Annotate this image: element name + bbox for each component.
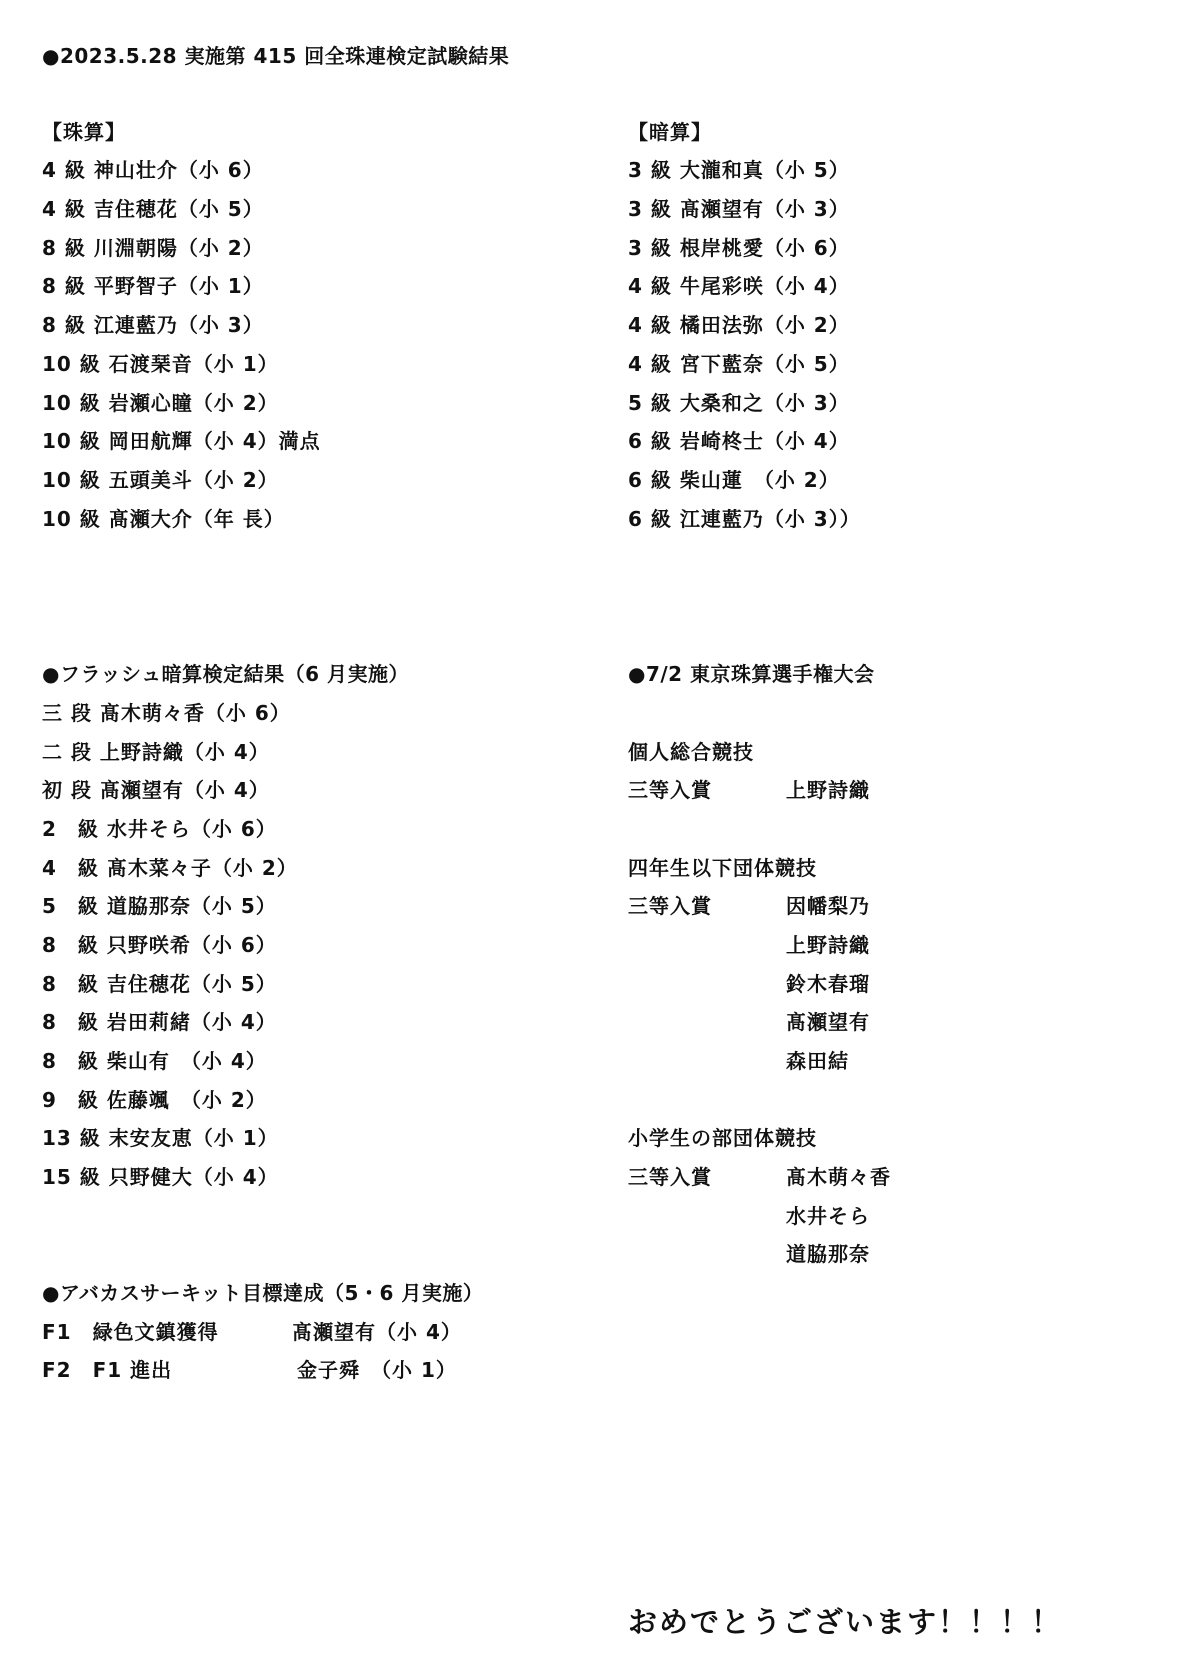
shuzan-item: 10 級 髙瀬大介（年 長） [42, 507, 285, 531]
flash-item: 8 級 岩田莉緒（小 4） [42, 1010, 277, 1034]
elementary-team-member: 髙木萌々香 [786, 1165, 891, 1189]
grade4-team-award: 三等入賞 [628, 894, 712, 918]
flash-item: 9 級 佐藤颯 （小 2） [42, 1088, 267, 1112]
grade4-team-member: 森田結 [786, 1049, 849, 1073]
shuzan-item: 4 級 神山壮介（小 6） [42, 158, 264, 182]
shuzan-item: 10 級 岩瀬心瞳（小 2） [42, 391, 279, 415]
flash-item: 三 段 髙木萌々香（小 6） [42, 701, 291, 725]
shuzan-item: 8 級 川淵朝陽（小 2） [42, 236, 264, 260]
grade4-team-member: 鈴木春瑠 [786, 972, 870, 996]
shuzan-heading: 【珠算】 [42, 120, 126, 144]
abacus-circuit-heading: ●アバカスサーキット目標達成（5・6 月実施） [42, 1281, 484, 1305]
flash-item: 15 級 只野健大（小 4） [42, 1165, 279, 1189]
anzan-item: 3 級 大瀧和真（小 5） [628, 158, 850, 182]
grade4-team-title: 四年生以下団体競技 [628, 856, 817, 880]
grade4-team-member: 髙瀬望有 [786, 1010, 870, 1034]
anzan-item: 5 級 大桑和之（小 3） [628, 391, 850, 415]
anzan-item: 6 級 江連藍乃（小 3）） [628, 507, 861, 531]
document-title: ●2023.5.28 実施第 415 回全珠連検定試験結果 [42, 44, 510, 68]
anzan-heading: 【暗算】 [628, 120, 712, 144]
congratulations-message: おめでとうございます！！！！ [628, 1605, 1063, 1639]
anzan-item: 3 級 髙瀬望有（小 3） [628, 197, 850, 221]
shuzan-item: 4 級 吉住穂花（小 5） [42, 197, 264, 221]
flash-item: 2 級 水井そら（小 6） [42, 817, 277, 841]
anzan-item: 3 級 根岸桃愛（小 6） [628, 236, 850, 260]
elementary-team-member: 水井そら [786, 1204, 870, 1228]
shuzan-item: 10 級 石渡琹音（小 1） [42, 352, 279, 376]
tournament-heading: ●7/2 東京珠算選手権大会 [628, 662, 875, 686]
flash-item: 4 級 髙木菜々子（小 2） [42, 856, 298, 880]
anzan-item: 6 級 岩崎柊士（小 4） [628, 429, 850, 453]
anzan-item: 4 級 宮下藍奈（小 5） [628, 352, 850, 376]
shuzan-item: 8 級 江連藍乃（小 3） [42, 313, 264, 337]
flash-item: 8 級 柴山有 （小 4） [42, 1049, 267, 1073]
flash-item: 8 級 吉住穂花（小 5） [42, 972, 277, 996]
shuzan-item: 8 級 平野智子（小 1） [42, 274, 264, 298]
anzan-item: 4 級 橘田法弥（小 2） [628, 313, 850, 337]
individual-award: 三等入賞 [628, 778, 712, 802]
anzan-item: 6 級 柴山蓮 （小 2） [628, 468, 840, 492]
flash-item: 初 段 髙瀬望有（小 4） [42, 778, 270, 802]
abacus-circuit-achievement: F1 緑色文鎮獲得 [42, 1320, 219, 1344]
flash-item: 二 段 上野詩織（小 4） [42, 740, 270, 764]
grade4-team-member: 因幡梨乃 [786, 894, 870, 918]
flash-heading: ●フラッシュ暗算検定結果（6 月実施） [42, 662, 410, 686]
individual-title: 個人総合競技 [628, 740, 754, 764]
shuzan-item: 10 級 岡田航輝（小 4）満点 [42, 429, 321, 453]
elementary-team-award: 三等入賞 [628, 1165, 712, 1189]
grade4-team-member: 上野詩織 [786, 933, 870, 957]
anzan-item: 4 級 牛尾彩咲（小 4） [628, 274, 850, 298]
shuzan-item: 10 級 五頭美斗（小 2） [42, 468, 279, 492]
abacus-circuit-name: 金子舜 （小 1） [297, 1358, 457, 1382]
flash-item: 5 級 道脇那奈（小 5） [42, 894, 277, 918]
abacus-circuit-name: 髙瀬望有（小 4） [292, 1320, 462, 1344]
abacus-circuit-achievement: F2 F1 進出 [42, 1358, 173, 1382]
individual-member: 上野詩織 [786, 778, 870, 802]
elementary-team-title: 小学生の部団体競技 [628, 1126, 817, 1150]
flash-item: 8 級 只野咲希（小 6） [42, 933, 277, 957]
elementary-team-member: 道脇那奈 [786, 1242, 870, 1266]
flash-item: 13 級 末安友恵（小 1） [42, 1126, 279, 1150]
